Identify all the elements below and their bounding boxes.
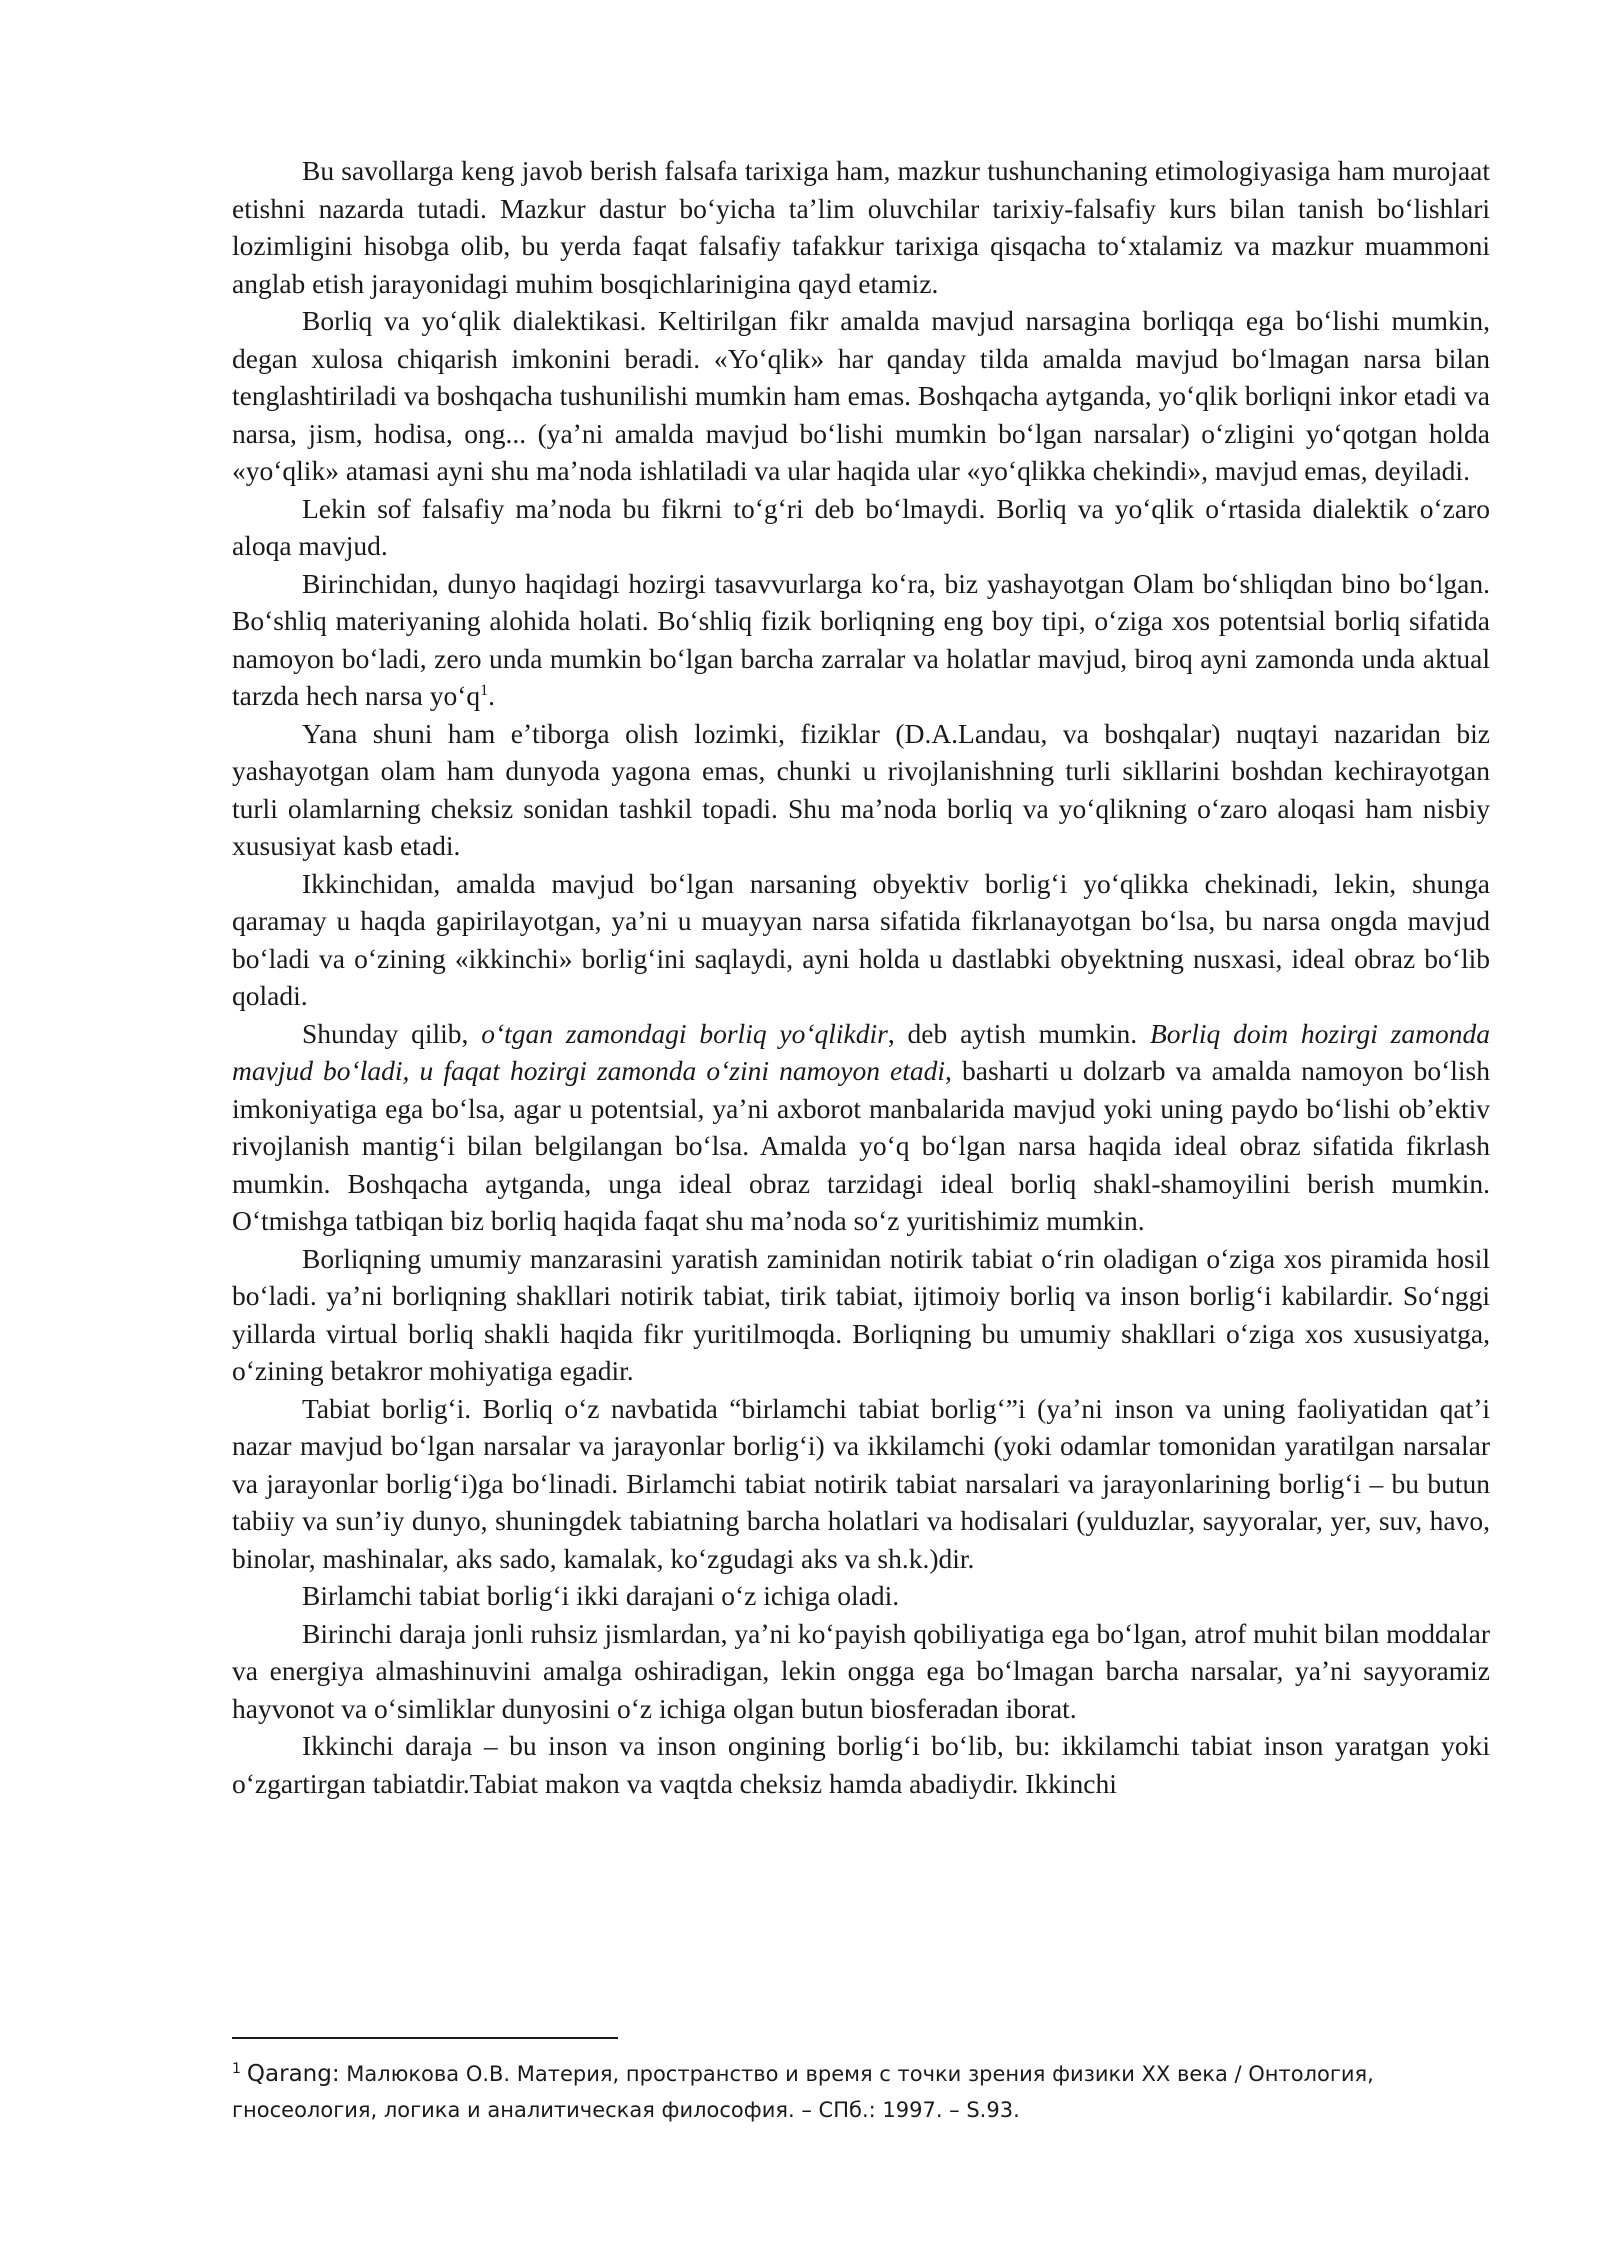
- footnote-text: Малюкова О.В. Материя, пространство и время с точки зрения физики XX века / Онтология, гносеология, логика и аналитическая философия. – СПб.: 1997. – S.93.: [232, 2062, 1374, 2122]
- italic-phrase: Borliq doim hozirgi zamonda mavjud boʻladi, u faqat hozirgi zamonda oʻzini namoyon etadi: [232, 1017, 1490, 1086]
- paragraph: [232, 1015, 1490, 1240]
- paragraph: Yana shuni ham eʼtiborga olish lozimki, fiziklar (D.A.Landau, va boshqalar) nuqtayi nazaridan biz yashayotgan olam ham dunyoda yagona emas, chunki u rivojlanishning turli sikllarini boshdan kechirayotgan turli olamlarning cheksiz sonidan tashkil topadi. Shu maʼnoda borliq va yoʻqlikning oʻzaro aloqasi ham nisbiy xususiyat kasb etadi.: [232, 717, 1490, 861]
- footnote-lead: Qarang:: [246, 2061, 340, 2087]
- italic-phrase: oʻtgan zamondagi borliq yoʻqlikdir: [481, 1017, 888, 1049]
- paragraph: Lekin sof falsafiy maʼnoda bu fikrni toʻgʻri deb boʻlmaydi. Borliq va yoʻqlik oʻrtasida dialektik oʻzaro aloqa mavjud.: [232, 492, 1490, 561]
- paragraph: Tabiat borligʻi. Borliq oʻz navbatida “birlamchi tabiat borligʻ”i (yaʼni inson va uning faoliyatidan qatʼi nazar mavjud boʻlgan narsalar va jarayonlar borligʻi) va ikkilamchi (yoki odamlar tomonidan yaratilgan narsalar va jarayonlar borligʻi)ga boʻlinadi. Birlamchi tabiat notirik tabiat narsalari va jarayonlarining borligʻi – bu butun tabiiy va sunʼiy dunyo, shuningdek tabiatning barcha holatlari va hodisalari (yulduzlar, sayyoralar, yer, suv, havo, binolar, mashinalar, aks sado, kamalak, koʻzgudagi aks va sh.k.)dir.: [232, 1392, 1490, 1574]
- paragraph: Birlamchi tabiat borligʻi ikki darajani oʻz ichiga oladi.: [302, 1580, 900, 1611]
- paragraph: Borliqning umumiy manzarasini yaratish zaminidan notirik tabiat oʻrin oladigan oʻziga xos piramida hosil boʻladi. yaʼni borliqning shakllari notirik tabiat, tirik tabiat, ijtimoiy borliq va inson borligʻi kabilardir. Soʻnggi yillarda virtual borliq shakli haqida fikr yuritilmoqda. Borliqning bu umumiy shakllari oʻziga xos xususiyatga, oʻzining betakror mohiyatiga egadir.: [232, 1242, 1490, 1386]
- document-body: [232, 152, 1490, 1802]
- paragraph-text: , deb aytish mumkin.: [887, 1017, 1150, 1049]
- footnote: [232, 2056, 1490, 2128]
- footnote-marker: 1: [232, 2061, 241, 2077]
- paragraph-text: , basharti u dolzarb va amalda namoyon boʻlish imkoniyatiga ega boʻlsa, agar u potentsial, yaʼni axborot manbalarida mavjud yoki uning paydo boʻlishi obʼektiv rivojlanish mantigʻi bilan belgilangan boʻlsa. Amalda yoʻq boʻlgan narsa haqida ideal obraz sifatida fikrlash mumkin. Boshqacha aytganda, unga ideal obraz tarzidagi ideal borliq shakl-shamoyilini berish mumkin. Oʻtmishga tatbiqan biz borliq haqida faqat shu maʼnoda soʻz yuritishimiz mumkin.: [232, 1055, 1490, 1236]
- paragraph-tail: .: [488, 680, 496, 711]
- paragraph: Borliq va yoʻqlik dialektikasi. Keltirilgan fikr amalda mavjud narsagina borliqqa ega boʻlishi mumkin, degan xulosa chiqarish imkonini beradi. «Yoʻqlik» har qanday tilda amalda mavjud boʻlmagan narsa bilan tenglashtiriladi va boshqacha tushunilishi mumkin ham emas. Boshqacha aytganda, yoʻqlik borliqni inkor etadi va narsa, jism, hodisa, ong... (yaʼni amalda mavjud boʻlishi mumkin boʻlgan narsalar) oʻzligini yoʻqotgan holda «yoʻqlik» atamasi ayni shu maʼnoda ishlatiladi va ular haqida ular «yoʻqlikka chekindi», mavjud emas, deyiladi.: [232, 305, 1490, 486]
- paragraph: Birinchi daraja jonli ruhsiz jismlardan, yaʼni koʻpayish qobiliyatiga ega boʻlgan, atrof muhit bilan moddalar va energiya almashinuvini amalga oshiradigan, lekin ongga ega boʻlmagan barcha narsalar, yaʼni sayyoramiz hayvonot va oʻsimliklar dunyosini oʻz ichiga olgan butun biosferadan iborat.: [232, 1617, 1490, 1724]
- paragraph: Bu savollarga keng javob berish falsafa tarixiga ham, mazkur tushunchaning etimologiyasiga ham murojaat etishni nazarda tutadi. Mazkur dastur boʻyicha taʼlim oluvchilar tarixiy-falsafiy kurs bilan tanish boʻlishlari lozimligini hisobga olib, bu yerda faqat falsafiy tafakkur tarixiga qisqacha toʻxtalamiz va mazkur muammoni anglab etish jarayonidagi muhim bosqichlarinigina qayd etamiz.: [232, 155, 1490, 299]
- paragraph-text: Birinchidan, dunyo haqidagi hozirgi tasavvurlarga koʻra, biz yashayotgan Olam boʻshliqdan bino boʻlgan. Boʻshliq materiyaning alohida holati. Boʻshliq fizik borliqning eng boy tipi, oʻziga xos potentsial borliq sifatida namoyon boʻladi, zero unda mumkin boʻlgan barcha zarralar va holatlar mavjud, biroq ayni zamonda unda aktual tarzda hech narsa yoʻq: [232, 567, 1490, 711]
- paragraph: Ikkinchi daraja – bu inson va inson ongining borligʻi boʻlib, bu: ikkilamchi tabiat inson yaratgan yoki oʻzgartirgan tabiatdir.Tabiat makon va vaqtda cheksiz hamda abadiydir. Ikkinchi: [232, 1730, 1490, 1799]
- footnote-reference[interactable]: 1: [480, 681, 489, 699]
- paragraph: [232, 565, 1490, 715]
- paragraph-text: Shunday qilib,: [302, 1017, 482, 1049]
- footnote-separator: [232, 2037, 618, 2039]
- paragraph: Ikkinchidan, amalda mavjud boʻlgan narsaning obyektiv borligʻi yoʻqlikka chekinadi, lekin, shunga qaramay u haqda gapirilayotgan, yaʼni u muayyan narsa sifatida fikrlanayotgan boʻlsa, bu narsa ongda mavjud boʻladi va oʻzining «ikkinchi» borligʻini saqlaydi, ayni holda u dastlabki obyektning nusxasi, ideal obraz boʻlib qoladi.: [232, 867, 1490, 1011]
